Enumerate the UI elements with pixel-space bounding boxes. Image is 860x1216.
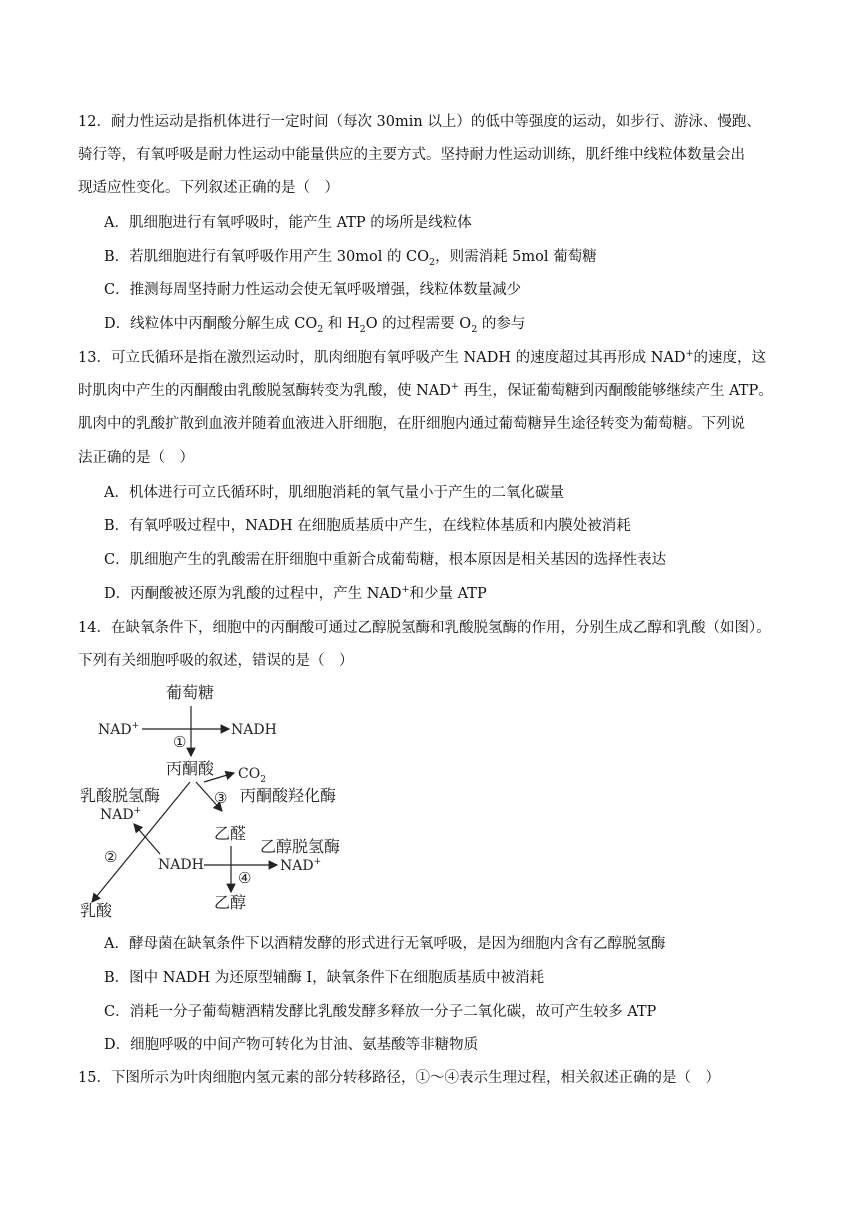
q14-option-c: C．消耗一分子葡萄糖酒精发酵比乳酸发酵多释放一分子二氧化碳，故可产生较多 ATP (104, 1004, 657, 1020)
q12-stem-line1: 12．耐力性运动是指机体进行一定时间（每次 30min 以上）的低中等强度的运动，如步行、游泳、慢跑、 (78, 114, 761, 130)
alcohol-dehydrogenase-label: 乙醇脱氢酶 (260, 837, 341, 856)
pathway-svg (78, 676, 378, 921)
q13-option-d: D．丙酮酸被还原为乳酸的过程中，产生 NAD+和少量 ATP (104, 584, 487, 602)
q13-stem-line3: 肌肉中的乳酸扩散到血液并随着血液进入肝细胞，在肝细胞内通过葡萄糖异生途径转变为葡萄糖。下列说 (78, 416, 745, 432)
step4-marker: ④ (238, 869, 252, 887)
q12-option-d: D．线粒体中丙酮酸分解生成 $CO_2$ 和 $H_2O$ 的过程需要 $O_2$ 的参与 (104, 316, 526, 335)
nad-plus-label-top: NAD+ (98, 721, 140, 738)
step2-marker: ② (104, 848, 118, 866)
step3-marker: ③ (214, 789, 228, 807)
acetaldehyde-label: 乙醛 (214, 824, 247, 843)
lactate-label: 乳酸 (80, 901, 113, 920)
q12-option-c: C．推测每周坚持耐力性运动会使无氧呼吸增强，线粒体数量减少 (104, 282, 522, 298)
nad-plus-label-left: NAD+ (100, 806, 142, 823)
arrow-nadh-to-nad-left (134, 824, 160, 854)
nadh-label-middle: NADH (158, 857, 204, 873)
q14-option-d: D．细胞呼吸的中间产物可转化为甘油、氨基酸等非糖物质 (104, 1037, 479, 1053)
q14-stem-line2: 下列有关细胞呼吸的叙述，错误的是（ ） (78, 653, 354, 669)
pyruvate-decarboxylase-label: 丙酮酸羟化酶 (240, 786, 337, 805)
q14-option-a: A．酵母菌在缺氧条件下以酒精发酵的形式进行无氧呼吸，是因为细胞内含有乙醇脱氢酶 (104, 936, 666, 952)
nad-plus-label-bottom: NAD+ (280, 857, 322, 874)
q13-stem-line1: 13．可立氏循环是指在激烈运动时，肌肉细胞有氧呼吸产生 NADH 的速度超过其再形成 NAD+的速度，这 (78, 348, 766, 366)
q13-option-b: B．有氧呼吸过程中，NADH 在细胞质基质中产生，在线粒体基质和内膜处被消耗 (104, 518, 631, 534)
q13-option-a: A．机体进行可立氏循环时，肌细胞消耗的氧气量小于产生的二氧化碳量 (104, 485, 564, 501)
q15-stem-line1: 15．下图所示为叶肉细胞内氢元素的部分转移路径，①～④表示生理过程，相关叙述正确的是（ ） (78, 1070, 720, 1086)
q13-stem-line2: 时肌肉中产生的丙酮酸由乳酸脱氢酶转变为乳酸，使 NAD+ 再生，保证葡萄糖到丙酮酸能够继续产生 ATP。 (78, 381, 773, 399)
step1-marker: ① (173, 733, 187, 751)
q12-option-a: A．肌细胞进行有氧呼吸时，能产生 ATP 的场所是线粒体 (104, 215, 472, 231)
q13-option-c: C．肌细胞产生的乳酸需在肝细胞中重新合成葡萄糖，根本原因是相关基因的选择性表达 (104, 552, 667, 568)
pyruvate-label: 丙酮酸 (166, 759, 215, 778)
q14-option-b: B．图中 NADH 为还原型辅酶 I，缺氧条件下在细胞质基质中被消耗 (104, 970, 545, 986)
lactate-dehydrogenase-label: 乳酸脱氢酶 (80, 786, 161, 805)
co2-label: $CO_2$ (238, 766, 266, 785)
nadh-label-top: NADH (231, 722, 277, 738)
glucose-label: 葡萄糖 (166, 683, 215, 702)
q12-stem-line3: 现适应性变化。下列叙述正确的是（ ） (78, 180, 339, 196)
ethanol-label: 乙醇 (214, 893, 247, 912)
respiration-pathway-diagram (78, 676, 378, 921)
q13-stem-line4: 法正确的是（ ） (78, 450, 194, 466)
q12-stem-line2: 骑行等，有氧呼吸是耐力性运动中能量供应的主要方式。坚持耐力性运动训练，肌纤维中线粒体数量会出 (78, 147, 745, 163)
q14-stem-line1: 14．在缺氧条件下，细胞中的丙酮酸可通过乙醇脱氢酶和乳酸脱氢酶的作用，分别生成乙醇和乳酸（如图）。 (78, 620, 771, 636)
q12-option-b: B．若肌细胞进行有氧呼吸作用产生 30mol 的 $CO_2$，则需消耗 5mol 葡萄糖 (104, 249, 597, 268)
